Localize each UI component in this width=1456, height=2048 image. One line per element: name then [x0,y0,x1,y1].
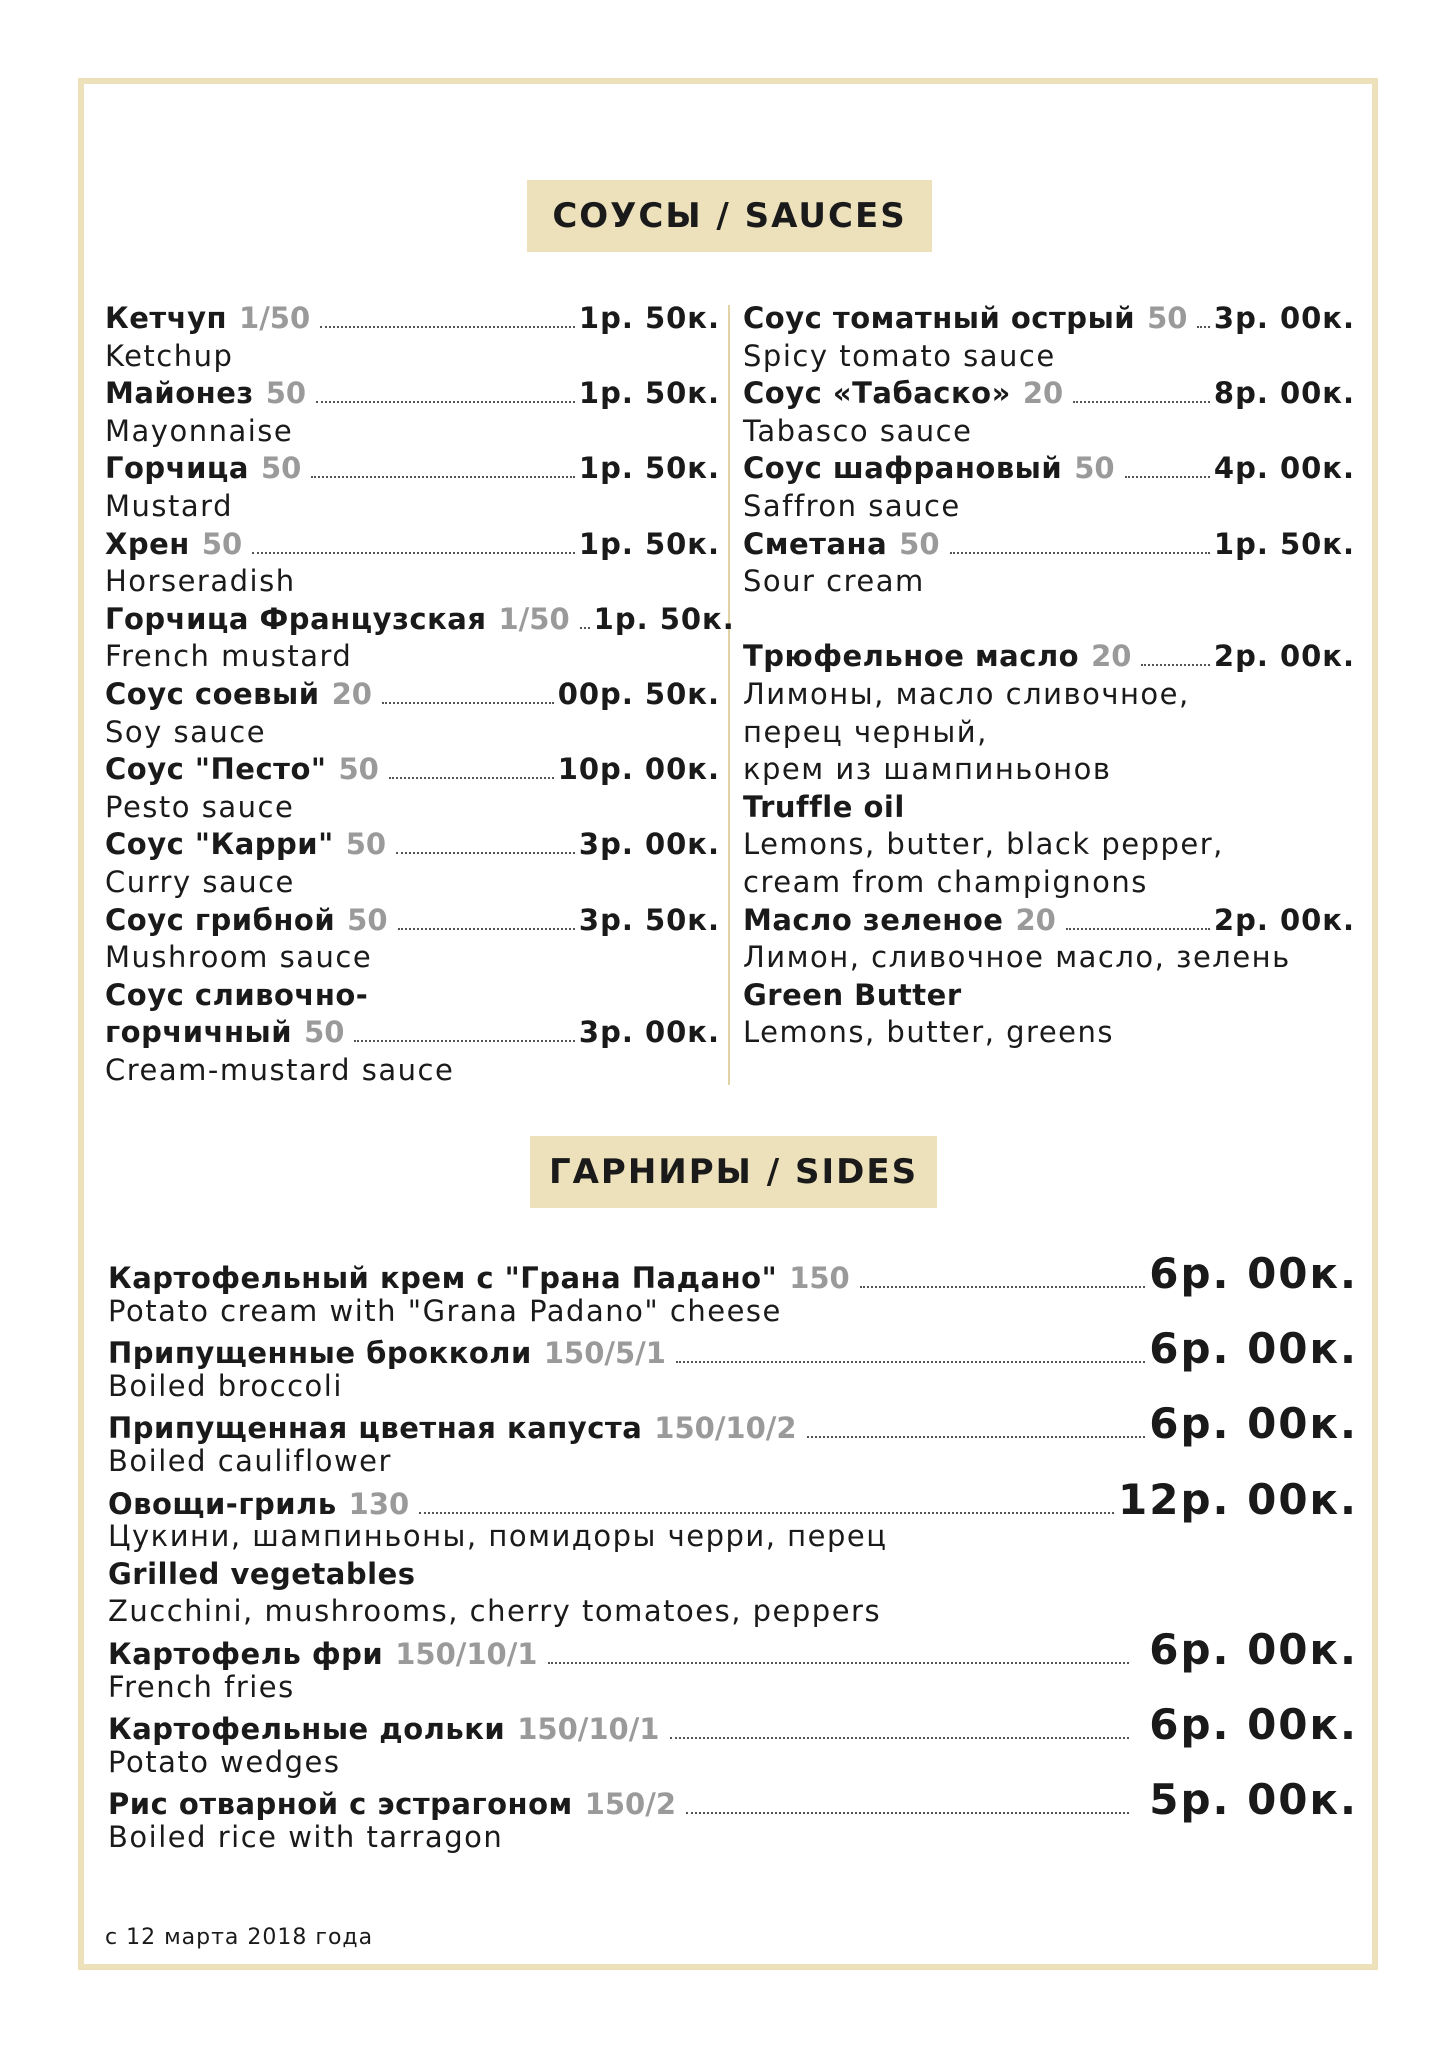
item-price: 6р. 00к. [1149,1624,1358,1674]
dot-leader [389,777,554,779]
dot-leader [311,476,575,478]
menu-item [743,526,1355,601]
item-name: Хрен [105,526,190,561]
item-price: 1р. 50к. [578,526,720,561]
item-description-en: Lemons, butter, greens [743,1015,1115,1050]
menu-item [105,676,720,751]
dot-leader [1073,401,1210,403]
item-name: Соус грибной [105,902,336,937]
item-description-en: cream from champignons [743,864,1148,899]
item-name: Трюфельное масло [743,639,1080,674]
item-description: Boiled broccoli [108,1368,343,1403]
item-price: 6р. 00к. [1149,1249,1358,1298]
item-description-ru: Лимон, сливочное масло, зелень [743,940,1291,975]
item-name-en: Truffle oil [743,789,905,824]
item-weight: 20 [1091,639,1132,674]
item-name: Картофель фри [108,1636,384,1671]
item-weight: 50 [345,827,387,862]
item-description: Potato wedges [108,1744,341,1779]
item-weight: 50 [260,451,302,486]
item-price: 1р. 50к. [593,601,735,636]
item-price: 3р. 00к. [578,827,720,862]
item-description-ru: Лимоны, масло сливочное, [743,676,1190,711]
item-description-en: Lemons, butter, black pepper, [743,827,1224,862]
item-name: Соус соевый [105,676,320,711]
item-price: 10р. 00к. [557,752,720,787]
menu-item [108,1775,1358,1856]
dot-leader [1197,326,1209,328]
item-name: Картофельный крем с "Грана Падано" [108,1261,778,1295]
item-description: Curry sauce [105,864,295,899]
item-weight: 20 [331,676,372,711]
menu-item [743,300,1355,375]
dot-leader [670,1737,1130,1739]
item-description-en: Zucchini, mushrooms, cherry tomatoes, peppers [108,1594,882,1629]
item-weight: 1/50 [498,601,570,636]
dot-leader [548,1662,1130,1664]
item-weight: 50 [899,526,940,561]
item-weight: 50 [265,376,307,411]
menu-item [105,751,720,826]
menu-item-green-butter [743,902,1355,1052]
item-description: Tabasco sauce [743,413,973,448]
item-description: Cream-mustard sauce [105,1052,455,1087]
item-name: Соус шафрановый [743,451,1063,486]
item-name: Соус "Карри" [105,827,334,862]
menu-item [105,601,735,676]
menu-item [105,375,720,450]
item-description: Mushroom sauce [105,940,373,975]
item-weight: 150/10/1 [517,1712,660,1747]
item-description: Mayonnaise [105,413,294,448]
item-description: Horseradish [105,564,296,599]
item-name-continued: горчичный [105,1015,293,1050]
item-weight: 150/10/2 [654,1411,797,1446]
item-name-en: Grilled vegetables [108,1556,416,1591]
item-price: 5р. 00к. [1149,1775,1358,1825]
dot-leader [396,852,575,854]
menu-item [743,450,1355,525]
effective-date-footer: с 12 марта 2018 года [105,1925,374,1950]
menu-item-grilled-vegetables [108,1474,1358,1631]
dot-leader [382,702,554,704]
dot-leader [807,1436,1146,1438]
column-divider [728,305,730,1085]
dot-leader [316,401,575,403]
menu-item [108,1399,1358,1480]
item-price: 6р. 00к. [1149,1324,1358,1374]
item-price: 8р. 00к. [1213,376,1355,411]
sauces-right-column [743,300,1355,1052]
item-name: Рис отварной с эстрагоном [108,1787,573,1822]
item-description: Ketchup [105,338,234,373]
menu-item-truffle-oil [743,638,1355,901]
dot-leader [1125,476,1210,478]
item-description: French mustard [105,639,353,674]
item-description: Sour cream [743,564,925,599]
item-weight: 20 [1022,376,1064,411]
item-price: 3р. 50к. [578,902,720,937]
item-name: Соус «Табаско» [743,376,1011,411]
item-description: Potato cream with "Grana Padano" cheese [108,1293,782,1328]
item-price: 1р. 50к. [578,376,720,411]
item-weight: 130 [348,1486,410,1521]
item-description-ru: крем из шампиньонов [743,752,1112,787]
dot-leader [1066,928,1210,930]
item-description: Boiled cauliflower [108,1443,392,1478]
item-weight: 150/5/1 [543,1336,666,1371]
item-description: French fries [108,1669,295,1704]
item-price: 1р. 50к. [578,301,720,335]
dot-leader [252,552,575,554]
sauces-heading: СОУСЫ / SAUCES [527,180,932,252]
menu-item [105,300,720,375]
menu-item [108,1624,1358,1706]
item-description: Pesto sauce [105,789,295,824]
item-price: 1р. 50к. [1213,526,1355,561]
item-name: Кетчуп [105,301,228,335]
item-name: Припущенная цветная капуста [108,1411,643,1446]
dot-leader [1141,664,1209,666]
item-price: 00р. 50к. [557,676,720,711]
dot-leader [354,1040,574,1042]
item-weight: 50 [338,752,379,787]
item-description-ru: Цукини, шампиньоны, помидоры черри, перец [108,1519,888,1554]
item-name: Соус сливочно- [105,977,369,1012]
dot-leader [398,928,575,930]
item-name: Картофельные дольки [108,1712,506,1747]
item-name: Соус томатный острый [743,301,1136,335]
dot-leader [950,552,1210,554]
item-description: Saffron sauce [743,488,961,523]
item-weight: 150 [789,1261,850,1295]
item-description: Spicy tomato sauce [743,338,1056,373]
sides-heading: ГАРНИРЫ / SIDES [530,1136,937,1208]
item-name: Майонез [105,376,254,411]
menu-item [105,526,720,601]
item-weight: 20 [1015,902,1056,937]
item-name: Овощи-гриль [108,1486,337,1521]
item-price: 6р. 00к. [1149,1399,1358,1449]
item-description-ru: перец черный, [743,714,988,749]
item-weight: 50 [347,902,388,937]
item-weight: 150/2 [584,1787,677,1822]
menu-item [105,902,720,977]
item-name: Горчица [105,451,249,486]
menu-item [105,826,720,901]
item-weight: 150/10/1 [395,1636,538,1671]
item-price: 3р. 00к. [578,1015,720,1050]
dot-leader [860,1286,1145,1288]
menu-item [743,375,1355,450]
dot-leader [419,1512,1114,1514]
item-name: Сметана [743,526,888,561]
sides-list [108,1249,1358,1857]
dot-leader [676,1361,1145,1363]
menu-item [108,1324,1358,1405]
dot-leader [686,1812,1129,1814]
item-weight: 50 [1074,451,1115,486]
item-weight: 50 [201,526,243,561]
item-name-en: Green Butter [743,977,962,1012]
item-price: 12р. 00к. [1118,1474,1358,1524]
item-name: Припущенные брокколи [108,1336,532,1371]
menu-item [108,1249,1358,1330]
sauces-left-column [105,300,735,1089]
item-price: 2р. 00к. [1213,902,1355,937]
item-weight: 50 [1147,301,1188,335]
item-price: 4р. 00к. [1213,451,1355,486]
item-price: 6р. 00к. [1149,1700,1358,1750]
item-price: 2р. 00к. [1213,639,1355,674]
menu-item [105,450,720,525]
item-weight: 1/50 [239,301,311,335]
item-description: Soy sauce [105,714,267,749]
item-price: 1р. 50к. [578,451,720,486]
menu-item [105,977,720,1090]
item-description: Boiled rice with tarragon [108,1819,504,1854]
item-name: Масло зеленое [743,902,1004,937]
item-name: Горчица Французская [105,601,487,636]
item-price: 3р. 00к. [1213,301,1355,335]
dot-leader [580,627,590,629]
item-name: Соус "Песто" [105,752,327,787]
dot-leader [320,326,575,328]
item-description: Mustard [105,488,233,523]
menu-item [108,1700,1358,1781]
item-weight: 50 [304,1015,345,1050]
